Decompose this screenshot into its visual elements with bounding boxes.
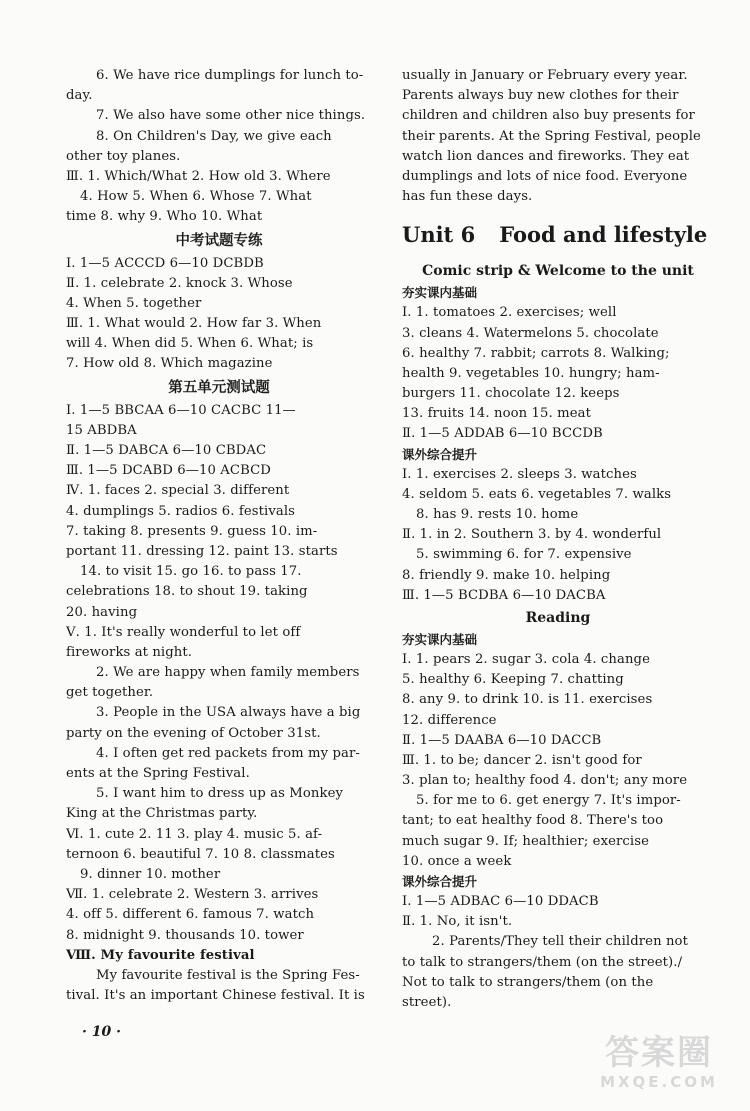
section-label: 夯实课内基础 — [402, 631, 478, 647]
answer-line: 12. difference — [402, 712, 497, 728]
answer-line: Ⅱ. 1—5 ADDAB 6—10 BCCDB — [402, 426, 603, 442]
answer-line: Ⅱ. 1. celebrate 2. knock 3. Whose — [66, 275, 293, 291]
answer-line: 8. On Children's Day, we give each — [96, 128, 332, 144]
section-heading: 第五单元测试题 — [168, 379, 270, 396]
answer-line: Ⅶ. 1. celebrate 2. Western 3. arrives — [66, 887, 319, 903]
answer-line: children and children also buy presents for — [402, 108, 695, 124]
answer-line: Ⅲ. 1. Which/What 2. How old 3. Where — [66, 168, 331, 184]
answer-line: 4. How 5. When 6. Whose 7. What — [80, 189, 312, 205]
answer-line: 3. People in the USA always have a big — [96, 705, 361, 721]
answer-line: 4. seldom 5. eats 6. vegetables 7. walks — [402, 486, 672, 502]
answer-line: tival. It's an important Chinese festival. It is — [66, 988, 365, 1004]
answer-line: Ⅳ. 1. faces 2. special 3. different — [66, 483, 290, 499]
answer-line: health 9. vegetables 10. hungry; ham- — [402, 365, 660, 381]
answer-line: 14. to visit 15. go 16. to pass 17. — [80, 564, 302, 580]
answer-line: Ⅱ. 1—5 DABCA 6—10 CBDAC — [66, 443, 267, 458]
answer-line: get together. — [66, 685, 154, 701]
answer-line: usually in January or February every year. — [402, 68, 688, 83]
answer-line: Ⅰ. 1—5 BBCAA 6—10 CACBC 11— — [66, 402, 296, 418]
answer-line: 8. midnight 9. thousands 10. tower — [66, 927, 304, 943]
answer-line: King at the Christmas party. — [66, 806, 258, 822]
answer-line: Ⅲ. 1. What would 2. How far 3. When — [66, 316, 322, 332]
section-label: 课外综合提升 — [402, 874, 478, 889]
answer-line: 4. I often get red packets from my par- — [96, 745, 360, 761]
answer-line: their parents. At the Spring Festival, people — [402, 128, 701, 144]
unit-title — [402, 213, 714, 257]
answer-line: Ⅰ. 1—5 ADBAC 6—10 DDACB — [402, 894, 599, 909]
answer-line: Ⅱ. 1. No, it isn't. — [402, 914, 513, 930]
answer-line: Ⅱ. 1—5 DAABA 6—10 DACCB — [402, 732, 602, 748]
answer-line: celebrations 18. to shout 19. taking — [66, 584, 308, 600]
answer-line: much sugar 9. If; healthier; exercise — [402, 833, 649, 849]
answer-line: 4. dumplings 5. radios 6. festivals — [66, 503, 296, 519]
answer-line: Ⅲ. 1—5 DCABD 6—10 ACBCD — [66, 463, 271, 479]
section-heading: 中考试题专练 — [175, 232, 263, 249]
page-number: · 10 · — [82, 1024, 121, 1040]
subsection-heading: Reading — [525, 609, 591, 626]
answer-line: 2. We are happy when family members — [96, 665, 360, 681]
answer-line: has fun these days. — [402, 189, 533, 205]
answer-line: Parents always buy new clothes for their — [402, 88, 679, 104]
left-column — [66, 66, 372, 1006]
answer-line: burgers 11. chocolate 12. keeps — [402, 386, 620, 402]
section-label: 课外综合提升 — [402, 446, 478, 462]
answer-line: Ⅴ. 1. It's really wonderful to let off — [66, 624, 301, 640]
answer-line: 5. swimming 6. for 7. expensive — [416, 547, 632, 563]
answer-line: 5. I want him to dress up as Monkey — [96, 786, 344, 802]
answer-line: dumplings and lots of nice food. Everyone — [402, 168, 688, 184]
answer-line: party on the evening of October 31st. — [66, 725, 321, 741]
answer-line: 2. Parents/They tell their children not — [432, 934, 688, 950]
answer-line: ents at the Spring Festival. — [66, 766, 250, 781]
answer-line: 3. cleans 4. Watermelons 5. chocolate — [402, 325, 659, 341]
answer-line: 5. for me to 6. get energy 7. It's impor- — [416, 793, 681, 809]
answer-line: 6. healthy 7. rabbit; carrots 8. Walking; — [402, 345, 670, 361]
section-label: 夯实课内基础 — [402, 285, 478, 301]
watermark-url: MXQE.COM — [600, 1073, 718, 1091]
answer-line: Ⅵ. 1. cute 2. 11 3. play 4. music 5. af- — [66, 826, 323, 842]
answer-line: ternoon 6. beautiful 7. 10 8. classmates — [66, 846, 335, 862]
unit-number: Unit 6 — [402, 222, 476, 248]
answer-line: 9. dinner 10. mother — [80, 866, 221, 882]
answer-line: time 8. why 9. Who 10. What — [66, 209, 263, 225]
unit-name: Food and lifestyle — [499, 222, 708, 248]
answer-line: Ⅰ. 1—5 ACCCD 6—10 DCBDB — [66, 255, 264, 271]
answer-line: watch lion dances and fireworks. They eat — [402, 148, 690, 164]
answer-line: Not to talk to strangers/them (on the — [402, 974, 654, 990]
answer-line: Ⅲ. 1—5 BCDBA 6—10 DACBA — [402, 587, 606, 603]
answer-line: other toy planes. — [66, 148, 181, 164]
answer-line: Ⅰ. 1. tomatoes 2. exercises; well — [402, 305, 617, 321]
answer-line: day. — [66, 88, 93, 104]
answer-line: 13. fruits 14. noon 15. meat — [402, 406, 591, 422]
answer-line: 6. We have rice dumplings for lunch to- — [96, 68, 364, 83]
answer-line: 5. healthy 6. Keeping 7. chatting — [402, 672, 624, 688]
answer-line: 7. We also have some other nice things. — [96, 108, 366, 124]
answer-line: 20. having — [66, 604, 138, 620]
right-column — [402, 66, 714, 1013]
answer-line: Ⅲ. 1. to be; dancer 2. isn't good for — [402, 752, 642, 768]
answer-line: 8. has 9. rests 10. home — [416, 507, 579, 522]
answer-line: to talk to strangers/them (on the street)./ — [402, 954, 683, 970]
answer-line: portant 11. dressing 12. paint 13. starts — [66, 543, 338, 559]
answer-line: 3. plan to; healthy food 4. don't; any more — [402, 773, 688, 789]
watermark-logo — [574, 1033, 744, 1105]
answer-line: 8. friendly 9. make 10. helping — [402, 567, 611, 583]
answer-line: 10. once a week — [402, 853, 512, 869]
answer-line: 7. taking 8. presents 9. guess 10. im- — [66, 523, 318, 539]
answer-line: street). — [402, 994, 452, 1010]
answer-line: 4. off 5. different 6. famous 7. watch — [66, 907, 315, 923]
answer-line: 15 ABDBA — [66, 422, 137, 438]
answer-line: 4. When 5. together — [66, 295, 202, 311]
answer-line: Ⅱ. 1. in 2. Southern 3. by 4. wonderful — [402, 527, 662, 543]
answer-line: fireworks at night. — [66, 644, 193, 660]
answer-line: My favourite festival is the Spring Fes- — [96, 967, 360, 983]
answer-line: tant; to eat healthy food 8. There's too — [402, 813, 664, 829]
subsection-heading: Comic strip & Welcome to the unit — [422, 263, 694, 280]
answer-line: will 4. When did 5. When 6. What; is — [66, 336, 314, 352]
essay-title: Ⅷ. My favourite festival — [66, 947, 255, 963]
answer-line: Ⅰ. 1. exercises 2. sleeps 3. watches — [402, 466, 637, 482]
answer-line: Ⅰ. 1. pears 2. sugar 3. cola 4. change — [402, 651, 651, 667]
answer-line: 8. any 9. to drink 10. is 11. exercises — [402, 692, 653, 708]
watermark-text: 答案圈 — [605, 1033, 713, 1073]
answer-line: 7. How old 8. Which magazine — [66, 356, 273, 372]
